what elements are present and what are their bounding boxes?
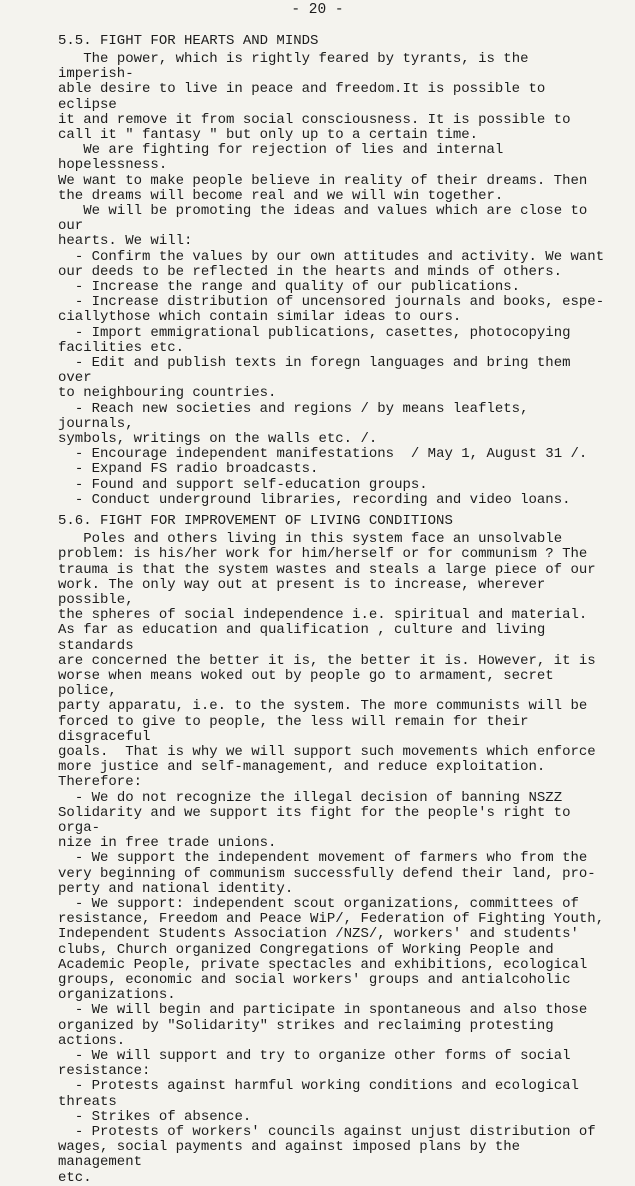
section-heading: 5.5. FIGHT FOR HEARTS AND MINDS: [58, 33, 319, 49]
text-line: - Protests of workers' councils against unjust distribution of: [58, 1124, 596, 1141]
section-body: [58, 52, 605, 508]
text-line: clubs, Church organized Congregations of Working People and: [58, 941, 554, 958]
text-line: nize in free trade unions.: [58, 835, 277, 852]
text-line: - We support the independent movement of farmers who from the: [58, 850, 588, 867]
text-line: hearts. We will:: [58, 233, 193, 250]
text-line: able desire to live in peace and freedom.It is possible to eclipse: [58, 81, 554, 113]
text-line: resistance, Freedom and Peace WiP/, Federation of Fighting Youth,: [58, 911, 605, 928]
text-line: symbols, writings on the walls etc. /.: [58, 431, 378, 448]
text-line: As far as education and qualification , culture and living standards: [58, 622, 554, 654]
text-line: problem: is his/her work for him/herself or for communism ? The: [58, 546, 588, 563]
text-line: - Expand FS radio broadcasts.: [58, 461, 319, 478]
text-line: - Found and support self-education groups.: [58, 476, 428, 493]
section-hearts-and-minds: [58, 34, 605, 508]
text-line: our deeds to be reflected in the hearts and minds of others.: [58, 263, 563, 280]
text-line: wages, social payments and against imposed plans by the management: [58, 1139, 529, 1171]
text-line: party apparatu, i.e. to the system. The more communists will be: [58, 698, 588, 715]
text-line: forced to give to people, the less will remain for their disgraceful: [58, 713, 537, 745]
text-line: - Confirm the values by our own attitudes and activity. We want: [58, 248, 605, 265]
text-line: - We will support and try to organize other forms of social: [58, 1048, 571, 1064]
text-line: it and remove it from social consciousness. It is possible to: [58, 111, 571, 128]
text-line: - Reach new societies and regions / by means leaflets, journals,: [58, 400, 537, 432]
text-line: - We support: independent scout organizations, committees of: [58, 895, 579, 912]
text-line: - Increase distribution of uncensored journals and books, espe-: [58, 294, 605, 311]
text-line: very beginning of communism successfully defend their land, pro-: [58, 865, 596, 882]
text-line: Solidarity and we support its fight for the people's right to orga-: [58, 804, 579, 836]
page-number: - 20 -: [291, 2, 344, 18]
text-line: to neighbouring countries.: [58, 385, 277, 402]
text-line: Poles and others living in this system face an unsolvable: [58, 531, 563, 548]
text-line: organizations.: [58, 987, 176, 1004]
text-line: - Edit and publish texts in foregn languages and bring them over: [58, 355, 579, 387]
text-line: the spheres of social independence i.e. spiritual and material.: [58, 607, 588, 624]
text-line: - Increase the range and quality of our publications.: [58, 279, 521, 296]
text-line: the dreams will become real and we will win together.: [58, 187, 504, 204]
text-line: facilities etc.: [58, 339, 185, 356]
text-line: - Import emmigrational publications, casettes, photocopying: [58, 324, 571, 341]
section-heading: 5.6. FIGHT FOR IMPROVEMENT OF LIVING CONDITIONS: [58, 513, 453, 530]
text-line: goals. That is why we will support such movements which enforce: [58, 743, 596, 760]
text-line: threats: [58, 1093, 117, 1110]
section-body: [58, 532, 605, 1186]
text-line: ciallythose which contain similar ideas to ours.: [58, 309, 462, 326]
text-line: perty and national identity.: [58, 880, 294, 897]
text-line: Independent Students Association /NZS/, workers' and students': [58, 926, 579, 943]
text-line: - We will begin and participate in spontaneous and also those: [58, 1002, 588, 1019]
text-line: work. The only way out at present is to increase, wherever possible,: [58, 576, 554, 608]
text-line: - Strikes of absence.: [58, 1108, 252, 1125]
text-line: groups, economic and social workers' groups and antialcoholic: [58, 971, 571, 988]
text-line: - Conduct underground libraries, recording and video loans.: [58, 491, 571, 508]
text-line: - We do not recognize the illegal decision of banning NSZZ: [58, 789, 563, 806]
text-line: are concerned the better it is, the better it is. However, it is: [58, 652, 596, 669]
text-line: etc.: [58, 1169, 92, 1186]
text-line: The power, which is rightly feared by tyrants, is the imperish-: [58, 51, 537, 83]
text-line: worse when means woked out by people go to armament, secret police,: [58, 667, 563, 700]
text-line: We are fighting for rejection of lies and internal hopelessness.: [58, 142, 512, 174]
text-line: - Encourage independent manifestations / May 1, August 31 /.: [58, 446, 588, 463]
text-line: resistance:: [58, 1063, 151, 1080]
text-line: call it " fantasy " but only up to a certain time.: [58, 127, 479, 144]
section-living-conditions: [58, 514, 605, 1186]
text-line: We want to make people believe in reality of their dreams. Then: [58, 172, 588, 189]
text-line: organized by "Solidarity" strikes and reclaiming protesting actions.: [58, 1017, 563, 1049]
text-line: We will be promoting the ideas and values which are close to our: [58, 203, 596, 235]
text-line: more justice and self-management, and reduce exploitation. Therefore:: [58, 759, 554, 791]
text-line: trauma is that the system wastes and steals a large piece of our: [58, 561, 596, 578]
text-line: - Protests against harmful working conditions and ecological: [58, 1078, 579, 1095]
text-line: Academic People, private spectacles and exhibitions, ecological: [58, 956, 588, 973]
